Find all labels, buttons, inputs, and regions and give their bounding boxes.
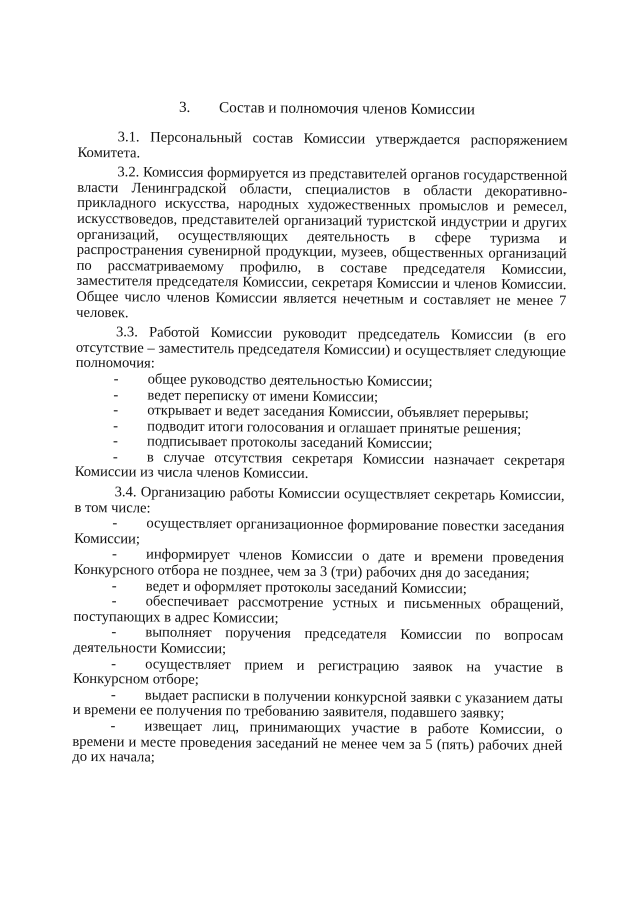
section-title: Состав и полномочия членов Комиссии — [218, 99, 476, 119]
dash-marker: - — [111, 593, 117, 610]
list-item: - осуществляет прием и регистрацию заявок на участие в Конкурсном отборе; — [72, 655, 564, 689]
chair-powers-list — [75, 372, 566, 485]
list-item: - выполняет поручения председателя Комиссии по вопросам деятельности Комиссии; — [73, 624, 564, 658]
list-item: - подписывает протоколы заседаний Комиссии; — [112, 433, 433, 453]
dash-marker: - — [110, 686, 116, 704]
dash-marker: - — [111, 624, 117, 641]
list-item: - открывает и ведет заседания Комиссии, объявляет перерывы; — [113, 402, 529, 422]
list-item: - информирует членов Комиссии о дате и времени проведения Конкурсного отбора не позднее, чем за 3 (три) рабочих дня до заседания; — [73, 546, 565, 582]
list-item: - общее руководство деятельностью Комиссии; — [113, 371, 433, 390]
dash-marker: - — [111, 655, 117, 672]
dash-marker: - — [110, 718, 116, 735]
dash-marker: - — [112, 433, 119, 450]
dash-marker: - — [113, 371, 119, 388]
list-item: - осуществляет организационное формирование повестки заседания Комиссии; — [74, 515, 565, 548]
paragraph-3-3: 3.3. Работой Комиссии руководит председатель Комиссии (в его отсутствие – заместитель председателя Комиссии) и осуществляет следующие полномочия: — [75, 324, 567, 372]
list-item: - ведет и оформляет протоколы заседаний Комиссии; — [111, 577, 467, 597]
list-item: - выдает расписки в получении конкурсной заявки с указанием даты и времени ее получения по требованию заявителя, подавшего заявку; — [72, 686, 563, 722]
dash-marker: - — [113, 417, 119, 434]
dash-marker: - — [113, 386, 119, 403]
list-item: - извещает лиц, принимающих участие в работе Комиссии, о времени и месте проведения заседаний не менее чем за 5 (пять) рабочих дней до их начала; — [72, 718, 563, 766]
dash-marker: - — [111, 577, 117, 594]
paragraph-3-4: 3.4. Организацию работы Комиссии осуществляет секретарь Комиссии, в том числе: — [74, 484, 565, 517]
dash-marker: - — [112, 449, 118, 466]
paragraph-3-1: 3.1. Персональный состав Комиссии утверждается распоряжением Комитета. — [77, 129, 568, 162]
list-item: - ведет переписку от имени Комиссии; — [113, 386, 379, 406]
dash-marker: - — [112, 515, 118, 532]
list-item: - подводит итоги голосования и оглашает принятые решения; — [113, 417, 522, 438]
secretary-duties-list — [72, 516, 564, 770]
document-body — [72, 130, 568, 770]
list-item: - в случае отсутствия секретаря Комиссии назначает секретаря Комиссии из числа членов Комиссии. — [74, 449, 565, 483]
dash-marker: - — [112, 546, 118, 563]
section-heading — [179, 99, 475, 120]
section-number: 3. — [178, 98, 191, 116]
paragraph-3-2: 3.2. Комиссия формируется из представителей органов государственной власти Ленинградской области, специалистов в области декоративно-прикладного искусства, народных художественных промыслов и ремесел, искусствоведов, представителей организаций туристской индустрии и других организаций, осуществляющих деятельность в сфере туризма и распространения сувенирной продукции, музеев, общественных организаций по рассматриваемому профилю, в составе председателя Комиссии, заместителя председателя Комиссии, секретаря Комиссии и членов Комиссии. Общее число членов Комиссии является нечетным и составляет не менее 7 человек. — [76, 164, 568, 321]
dash-marker: - — [113, 402, 119, 419]
list-item: - обеспечивает рассмотрение устных и письменных обращений, поступающих в адрес Комиссии; — [73, 593, 564, 627]
